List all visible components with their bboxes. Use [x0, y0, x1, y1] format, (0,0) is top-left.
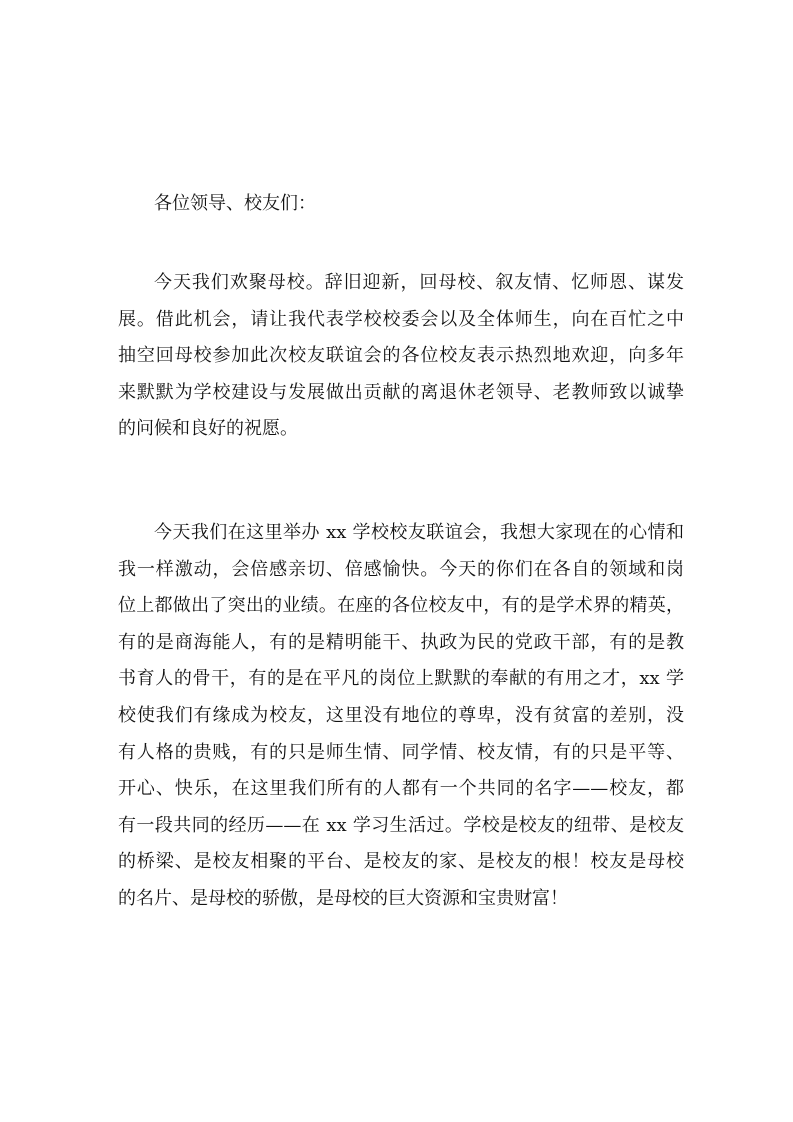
greeting [118, 186, 684, 223]
paragraph-2-line: 的桥梁、是校友相聚的平台、是校友的家、是校友的根！校友是母校 [118, 851, 684, 873]
greeting-line: 各位领导、校友们： [154, 193, 316, 214]
paragraph-2-line: 有的是商海能人，有的是精明能干、执政为民的党政干部，有的是教 [118, 631, 684, 653]
paragraph-2-line: 有人格的贵贱，有的只是师生情、同学情、校友情，有的只是平等、 [118, 741, 684, 763]
paragraph-1-line: 的问候和良好的祝愿。 [118, 418, 298, 440]
paragraph-2 [118, 515, 684, 918]
paragraph-2-line: 校使我们有缘成为校友，这里没有地位的尊卑，没有贫富的差别，没 [118, 704, 684, 726]
paragraph-2-line: 有一段共同的经历——在 xx 学习生活过。学校是校友的纽带、是校友 [118, 814, 684, 836]
paragraph-2-line: 今天我们在这里举办 xx 学校校友联谊会，我想大家现在的心情和 [154, 522, 684, 543]
paragraph-1-line: 来默默为学校建设与发展做出贡献的离退休老领导、老教师致以诚挚 [118, 381, 684, 403]
paragraph-1-line: 今天我们欢聚母校。辞旧迎新，回母校、叙友情、忆师恩、谋发 [154, 272, 684, 293]
paragraph-1-line: 展。借此机会，请让我代表学校校委会以及全体师生，向在百忙之中 [118, 308, 684, 330]
paragraph-1-line: 抽空回母校参加此次校友联谊会的各位校友表示热烈地欢迎，向多年 [118, 345, 684, 367]
paragraph-2-line: 书育人的骨干，有的是在平凡的岗位上默默的奉献的有用之才，xx 学 [118, 668, 684, 690]
paragraph-2-line: 我一样激动，会倍感亲切、倍感愉快。今天的你们在各自的领域和岗 [118, 558, 684, 580]
paragraph-1 [118, 265, 684, 448]
paragraph-2-line: 位上都做出了突出的业绩。在座的各位校友中，有的是学术界的精英， [118, 595, 684, 617]
paragraph-2-line: 开心、快乐，在这里我们所有的人都有一个共同的名字——校友，都 [118, 778, 684, 800]
paragraph-2-line: 的名片、是母校的骄傲，是母校的巨大资源和宝贵财富！ [118, 887, 568, 909]
